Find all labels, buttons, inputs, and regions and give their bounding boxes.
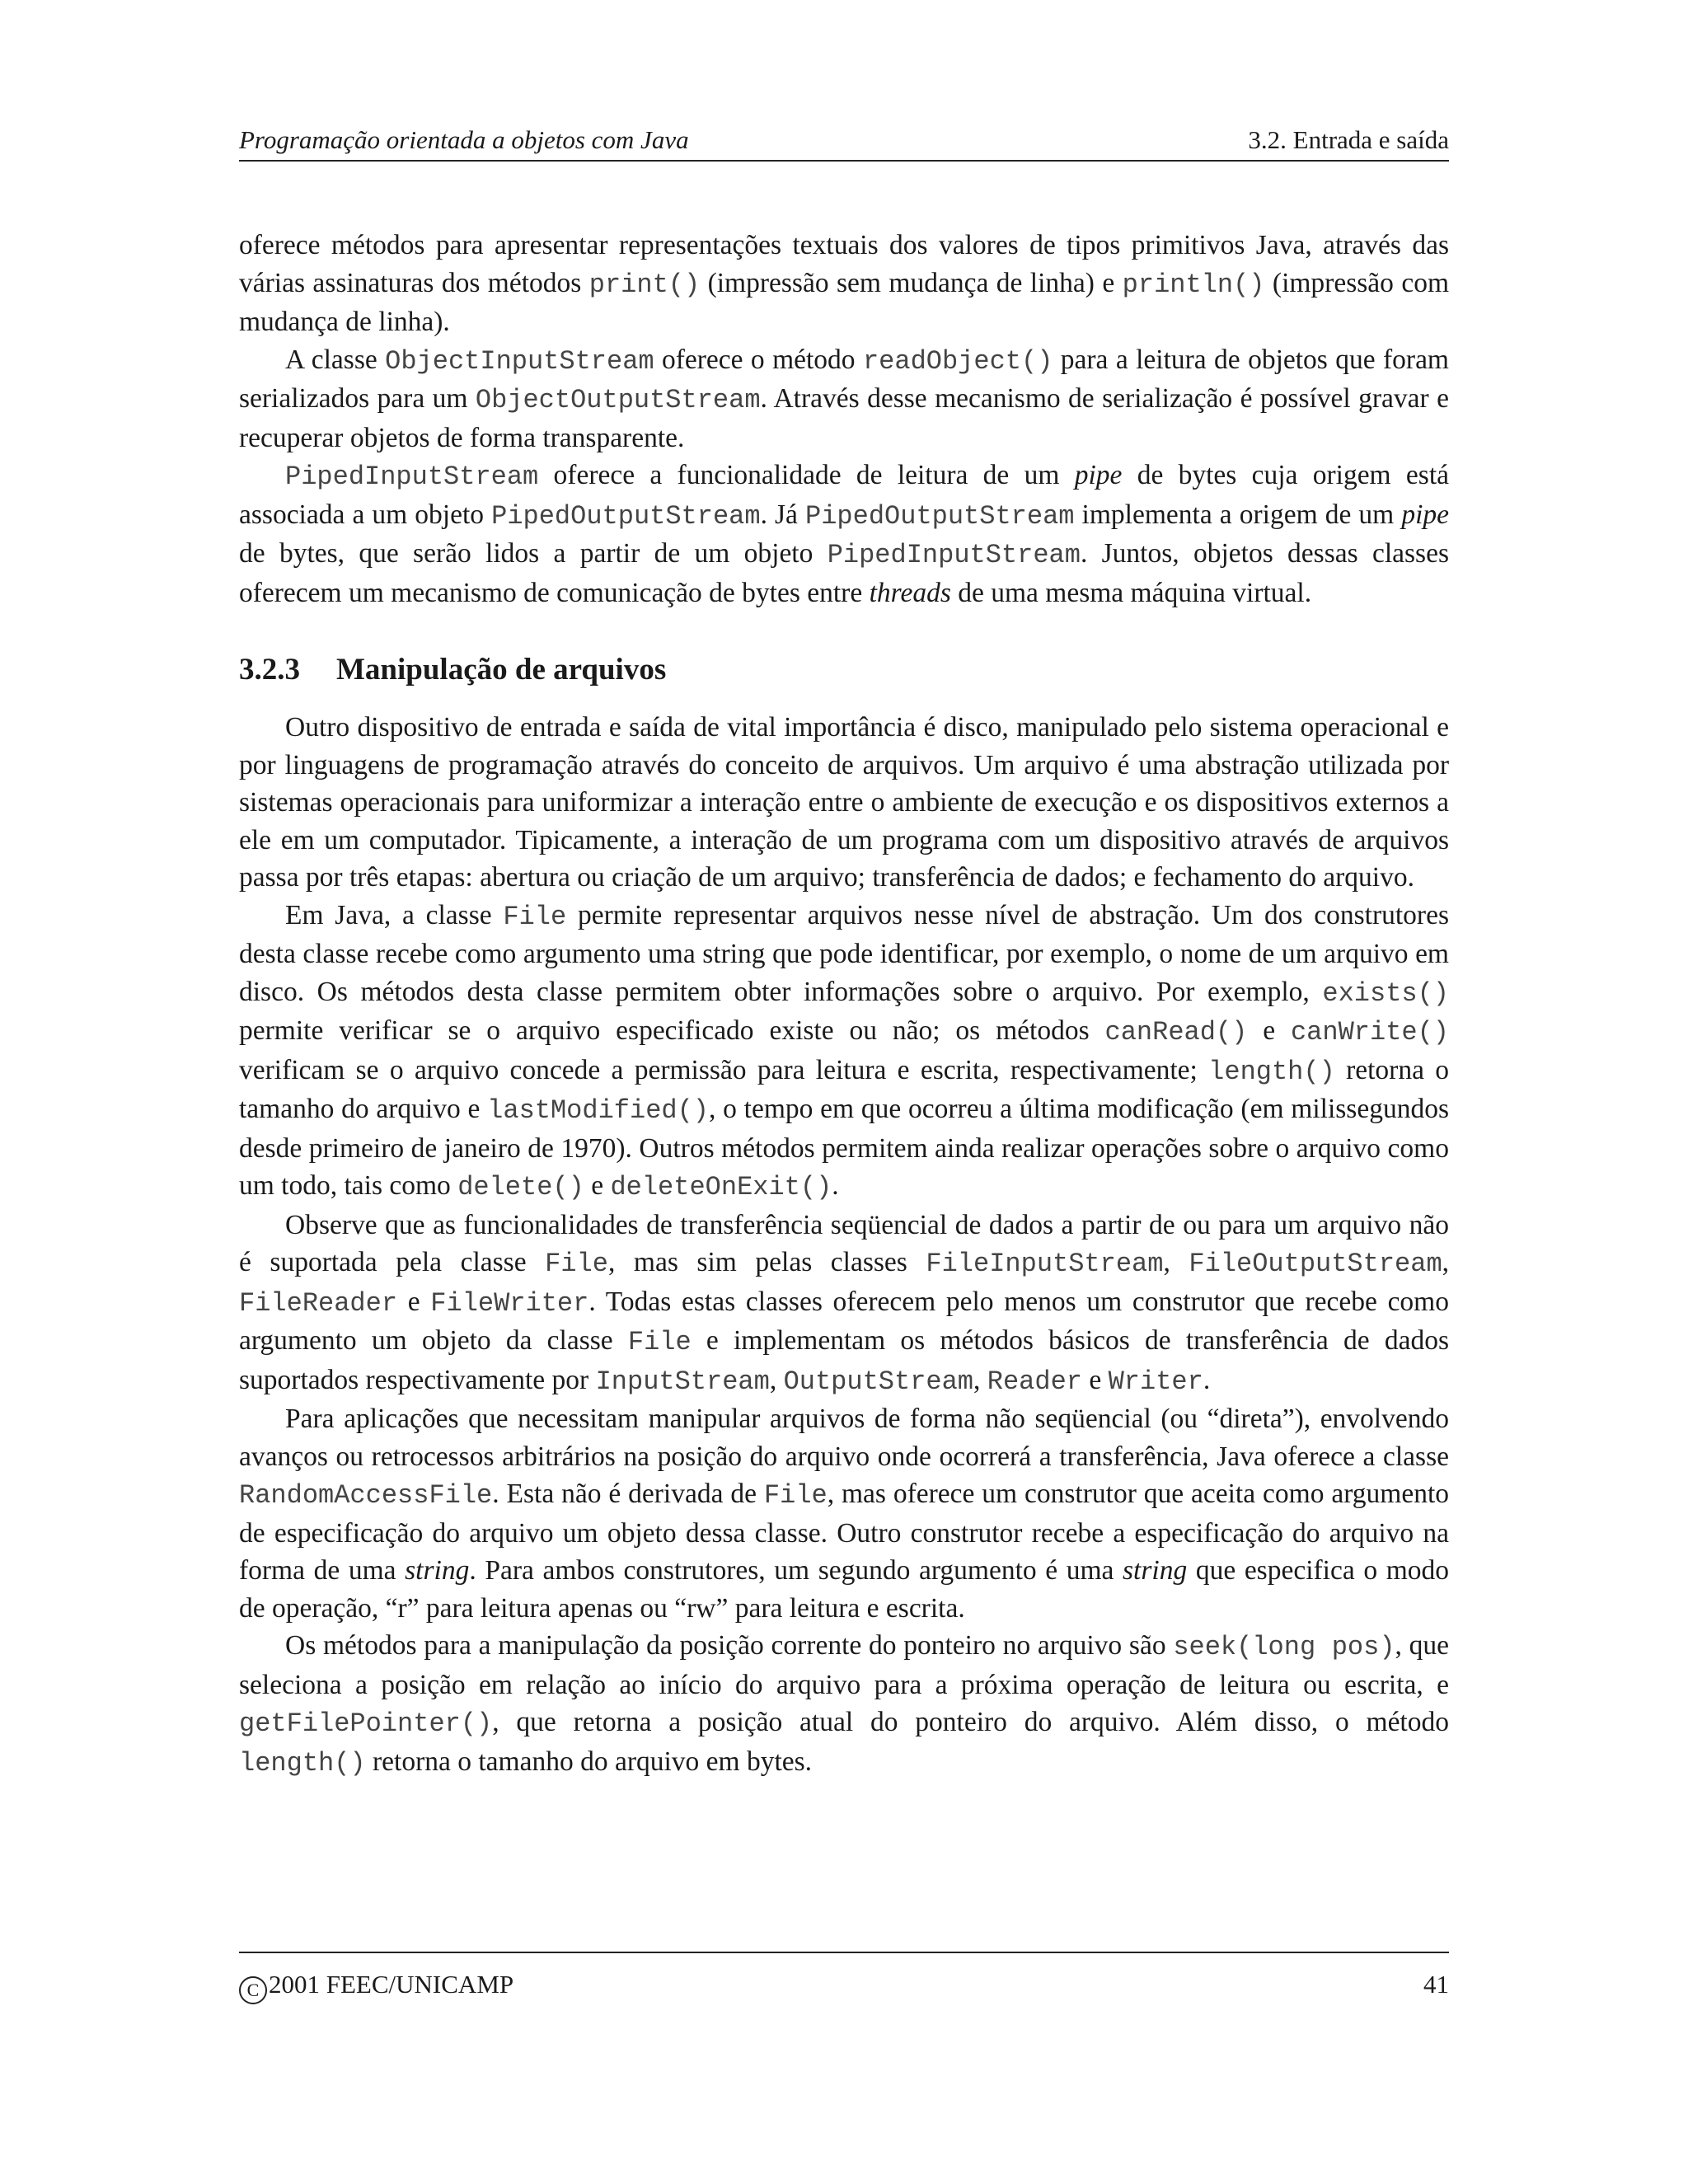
code-canread: canRead() [1104,1017,1248,1047]
paragraph-file-class: Em Java, a classe File permite representar arquivos nesse nível de abstração. Um dos construtores desta classe recebe como argumento uma string que pode identificar, por exemplo, o nome de um arquivo em disco. Os métodos desta classe permitem obter informações sobre o arquivo. Por exemplo, exists() permite verificar se o arquivo especificado existe ou não; os métodos canRead() e canWrite() verificam se o arquivo concede a permissão para leitura e escrita, respectivamente; length() retorna o tamanho do arquivo e lastModified(), o tempo em que ocorreu a última modificação (em milissegundos desde primeiro de janeiro de 1970). Outros métodos permitem ainda realizar operações sobre o arquivo como um todo, tais como delete() e deleteOnExit(). [239,899,1449,1202]
book-title: Programação orientada a objetos com Java [239,125,689,154]
code-pipedoutputstream: PipedOutputStream [491,500,761,532]
code-file: File [545,1249,608,1279]
code-objectinputstream: ObjectInputStream [385,345,654,377]
section-number: 3.2.3 [239,653,300,687]
copyright-text: 2001 FEEC/UNICAMP [269,1970,514,1999]
code-exists: exists() [1322,977,1449,1009]
code-outputstream: OutputStream [783,1366,973,1397]
code-delete: delete() [457,1172,584,1202]
code-readobject: readObject() [862,345,1053,377]
copyright [239,1970,513,2004]
body-text [239,227,1449,1782]
copyright-icon: C [239,1976,267,2004]
code-writer: Writer [1108,1366,1203,1397]
code-println: println() [1122,269,1265,300]
paragraph-piped-streams: PipedInputStream oferece a funcionalidade de leitura de um pipe de bytes cuja origem está associada a um objeto PipedOutputStream. Já PipedOutputStream implementa a origem de um pipe de bytes, que serão lidos a partir de um objeto PipedInputStream. Juntos, objetos dessas classes oferecem um mecanismo de comunicação de bytes entre threads de uma mesma máquina virtual. [239,460,1449,608]
paragraph-print-methods: oferece métodos para apresentar representações textuais dos valores de tipos primitivos Java, através das várias assinaturas dos métodos print() (impressão sem mudança de linha) e println() (impressão com mudança de linha). [239,230,1449,337]
code-fileoutputstream: FileOutputStream [1189,1249,1442,1279]
code-length: length() [1208,1056,1335,1087]
paragraph-file-intro: Outro dispositivo de entrada e saída de vital importância é disco, manipulado pelo sistema operacional e por linguagens de programação através do conceito de arquivos. Um arquivo é uma abstração utilizada por sistemas operacionais para uniformizar a interação entre o ambiente de execução e os dispositivos externos a ele em um computador. Tipicamente, a interação de um programa com um dispositivo através de arquivos passa por três etapas: abertura ou criação de um arquivo; transferência de dados; e fechamento do arquivo. [239,712,1449,893]
paragraph-random-access: Para aplicações que necessitam manipular arquivos de forma não seqüencial (ou “direta”), envolvendo avanços ou retrocessos arbitrários na posição do arquivo onde ocorrerá a transferência, Java oferece a classe RandomAccessFile. Esta não é derivada de File, mas oferece um construtor que aceita como argumento de especificação do arquivo um objeto dessa classe. Outro construtor recebe a especificação do arquivo na forma de uma string. Para ambos construtores, um segundo argumento é uma string que especifica o modo de operação, “r” para leitura apenas ou “rw” para leitura e escrita. [239,1404,1450,1624]
paragraph-file-pointer: Os métodos para a manipulação da posição corrente do ponteiro no arquivo são seek(long pos), que seleciona a posição em relação ao início do arquivo para a próxima operação de leitura ou escrita, e getFilePointer(), que retorna a posição atual do ponteiro do arquivo. Além disso, o método length() retorna o tamanho do arquivo em bytes. [239,1630,1450,1779]
code-fileinputstream: FileInputStream [926,1249,1164,1279]
code-deleteonexit: deleteOnExit() [610,1172,832,1202]
code-pipedinputstream: PipedInputStream [285,462,539,492]
code-inputstream: InputStream [595,1366,770,1397]
code-file: File [763,1480,828,1511]
code-pipedinputstream: PipedInputStream [827,540,1081,570]
code-reader: Reader [987,1366,1082,1397]
code-canwrite: canWrite() [1290,1017,1449,1047]
code-filereader: FileReader [239,1287,398,1319]
paragraph-object-input-stream: A classe ObjectInputStream oferece o método readObject() para a leitura de objetos que foram serializados para um ObjectOutputStream. Através desse mecanismo de serialização é possível gravar e recuperar objetos de forma transparente. [239,344,1449,453]
code-pipedoutputstream: PipedOutputStream [805,500,1075,532]
paragraph-sequential-transfer: Observe que as funcionalidades de transferência seqüencial de dados a partir de ou para um arquivo não é suportada pela classe File, mas sim pelas classes FileInputStream, FileOutputStream, FileReader e FileWriter. Todas estas classes oferecem pelo menos um construtor que recebe como argumento um objeto da classe File e implementam os métodos básicos de transferência de dados suportados respectivamente por InputStream, OutputStream, Reader e Writer. [239,1209,1450,1397]
code-objectoutputstream: ObjectOutputStream [475,385,761,415]
code-getfilepointer: getFilePointer() [239,1708,493,1739]
code-seek: seek(long pos) [1173,1632,1395,1662]
page-footer [239,1952,1449,2000]
running-header [239,124,1449,162]
code-file: File [627,1327,692,1357]
code-file: File [503,901,567,932]
code-randomaccessfile: RandomAccessFile [239,1480,493,1511]
section-reference: 3.2. Entrada e saída [1248,125,1449,154]
code-filewriter: FileWriter [430,1287,589,1319]
section-title: Manipulação de arquivos [336,653,667,687]
code-print: print() [588,269,701,300]
code-lastmodified: lastModified() [487,1095,709,1126]
code-length: length() [239,1747,366,1779]
page-number: 41 [1423,1970,1449,1999]
section-heading [239,649,1449,691]
